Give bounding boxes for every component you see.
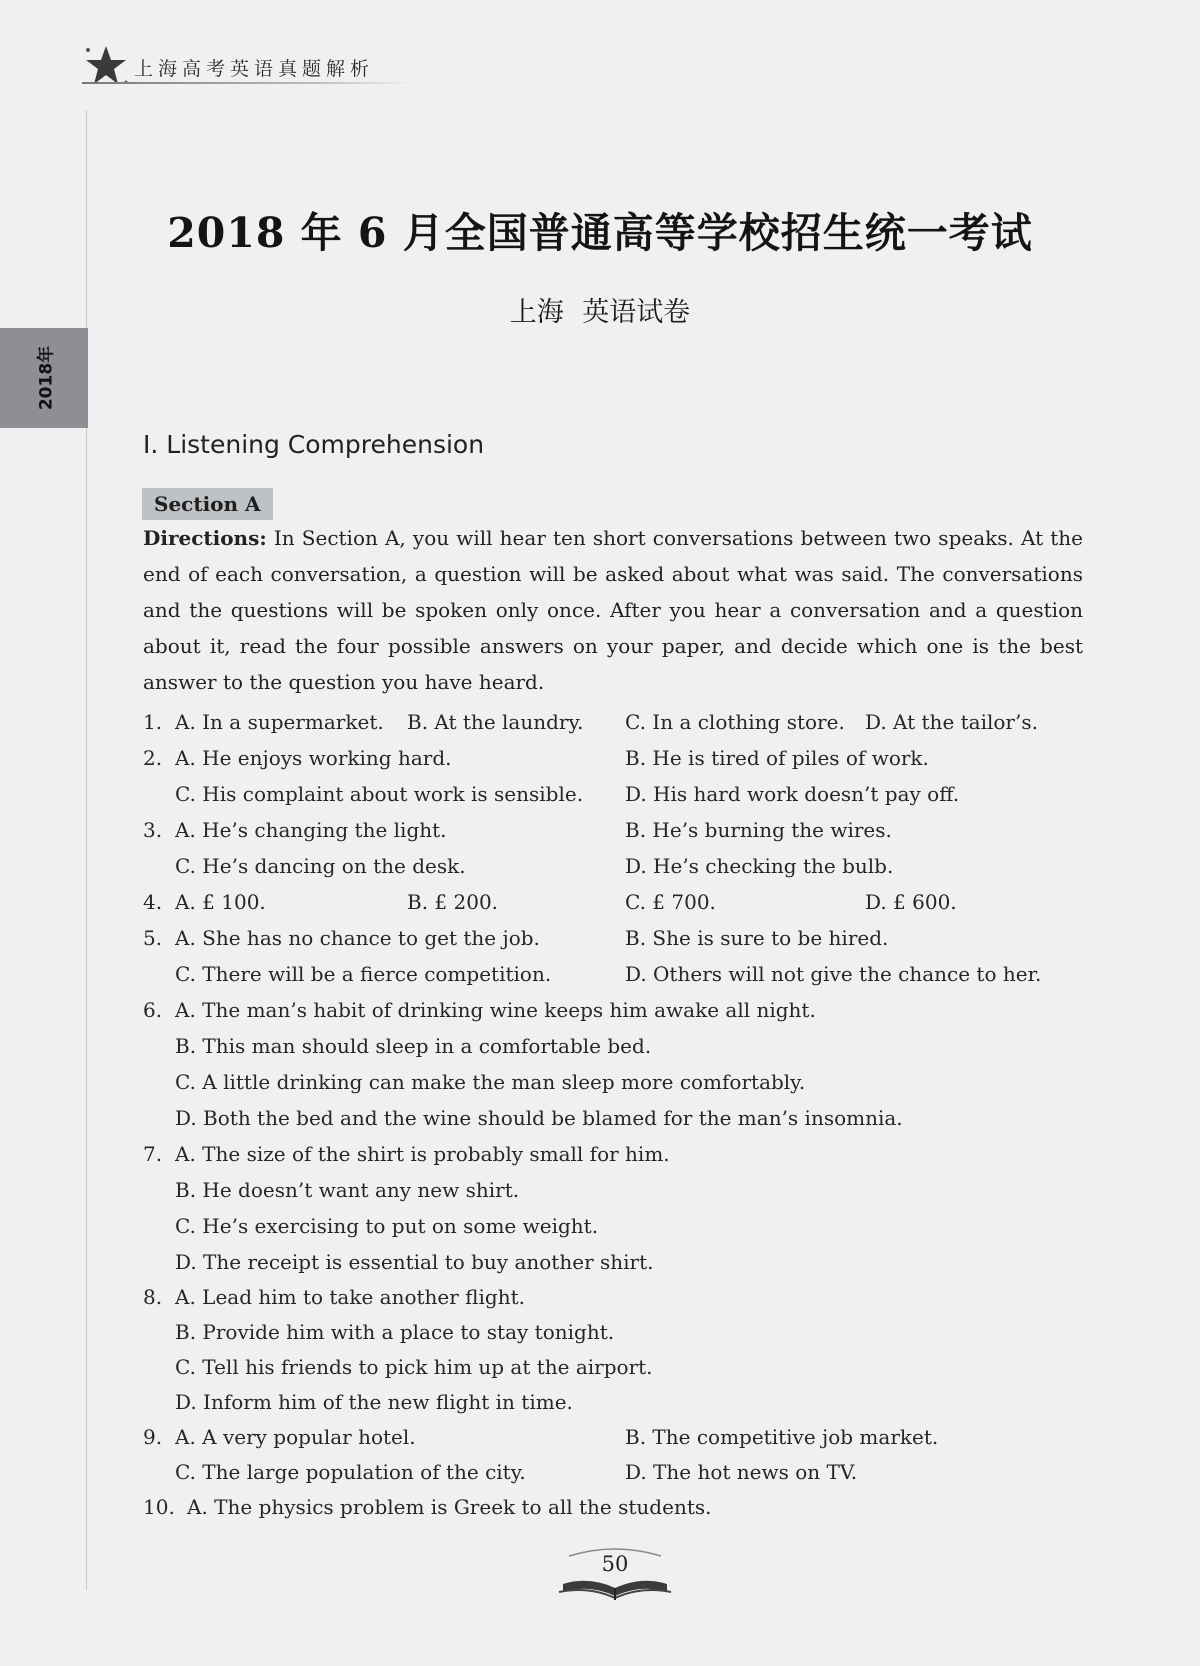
option-b: B. She is sure to be hired. bbox=[625, 926, 889, 950]
question-9 bbox=[143, 1420, 1103, 1455]
part-heading: I. Listening Comprehension bbox=[143, 430, 485, 459]
option-c: C. He’s dancing on the desk. bbox=[175, 854, 466, 878]
question-2-row-2 bbox=[143, 776, 1103, 812]
series-header bbox=[72, 44, 422, 90]
option-b: B. He is tired of piles of work. bbox=[625, 746, 929, 770]
option-c: C. There will be a fierce competition. bbox=[175, 962, 552, 986]
option-d: D. Inform him of the new flight in time. bbox=[175, 1390, 573, 1414]
option-a: A. The size of the shirt is probably small for him. bbox=[175, 1142, 670, 1166]
option-a: A. In a supermarket. bbox=[175, 710, 384, 734]
directions-text: In Section A, you will hear ten short conversations between two speaks. At the end of each conversation, a question will be asked about what was said. The conversations and the questions will be spoken only once. After you hear a conversation and a question about it, read the four possible answers on your paper, and decide which one is the best answer to the question you have heard. bbox=[143, 526, 1083, 694]
option-c: C. His complaint about work is sensible. bbox=[175, 782, 584, 806]
question-7 bbox=[143, 1136, 1103, 1172]
question-number: 3. bbox=[143, 818, 163, 842]
option-b: B. The competitive job market. bbox=[625, 1425, 939, 1449]
option-b: B. He doesn’t want any new shirt. bbox=[175, 1178, 520, 1202]
question-number: 9. bbox=[143, 1425, 163, 1449]
option-a: A. He enjoys working hard. bbox=[175, 746, 452, 770]
option-d: D. He’s checking the bulb. bbox=[625, 854, 894, 878]
question-6-row-2 bbox=[143, 1028, 1103, 1064]
page-footer bbox=[555, 1548, 675, 1604]
option-c: C. A little drinking can make the man sleep more comfortably. bbox=[175, 1070, 806, 1094]
option-a: A. The man’s habit of drinking wine keeps him awake all night. bbox=[175, 998, 816, 1022]
option-d: D. The receipt is essential to buy another shirt. bbox=[175, 1250, 654, 1274]
option-a: A. Lead him to take another flight. bbox=[175, 1285, 525, 1309]
question-number: 6. bbox=[143, 998, 163, 1022]
directions-paragraph bbox=[143, 520, 1083, 700]
question-5 bbox=[143, 920, 1103, 956]
question-list bbox=[143, 704, 1103, 1525]
question-9-row-2 bbox=[143, 1455, 1103, 1490]
question-6-row-4 bbox=[143, 1100, 1103, 1136]
question-number: 4. bbox=[143, 890, 163, 914]
section-label: Section A bbox=[142, 488, 273, 520]
option-c: C. £ 700. bbox=[625, 890, 716, 914]
option-a: A. She has no chance to get the job. bbox=[175, 926, 540, 950]
option-b: B. He’s burning the wires. bbox=[625, 818, 892, 842]
question-8-row-2 bbox=[143, 1315, 1103, 1350]
exam-subtitle: 上海 英语试卷 bbox=[509, 297, 691, 328]
question-number: 7. bbox=[143, 1142, 163, 1166]
question-4 bbox=[143, 884, 1103, 920]
series-title: 上海高考英语真题解析 bbox=[134, 58, 375, 80]
option-d: D. At the tailor’s. bbox=[865, 710, 1038, 734]
year-side-tab-label: 2018年 bbox=[36, 345, 57, 411]
question-6-row-3 bbox=[143, 1064, 1103, 1100]
option-a: A. The physics problem is Greek to all the students. bbox=[187, 1495, 712, 1519]
exam-title: 2018 年 6 月全国普通高等学校招生统一考试 bbox=[167, 209, 1033, 257]
option-d: D. Both the bed and the wine should be blamed for the man’s insomnia. bbox=[175, 1106, 903, 1130]
question-3 bbox=[143, 812, 1103, 848]
option-b: B. Provide him with a place to stay tonight. bbox=[175, 1320, 615, 1344]
question-number: 5. bbox=[143, 926, 163, 950]
question-number: 2. bbox=[143, 746, 163, 770]
question-7-row-3 bbox=[143, 1208, 1103, 1244]
option-d: D. Others will not give the chance to her. bbox=[625, 962, 1042, 986]
header-rule bbox=[82, 82, 412, 84]
option-c: C. The large population of the city. bbox=[175, 1460, 526, 1484]
year-side-tab bbox=[0, 328, 88, 428]
question-number: 1. bbox=[143, 710, 163, 734]
option-b: B. At the laundry. bbox=[407, 710, 584, 734]
option-d: D. The hot news on TV. bbox=[625, 1460, 858, 1484]
question-2 bbox=[143, 740, 1103, 776]
question-1 bbox=[143, 704, 1103, 740]
question-3-row-2 bbox=[143, 848, 1103, 884]
option-b: B. £ 200. bbox=[407, 890, 499, 914]
option-b: B. This man should sleep in a comfortable bed. bbox=[175, 1034, 652, 1058]
option-d: D. His hard work doesn’t pay off. bbox=[625, 782, 960, 806]
question-7-row-2 bbox=[143, 1172, 1103, 1208]
option-c: C. In a clothing store. bbox=[625, 710, 845, 734]
question-number: 10. bbox=[143, 1495, 175, 1519]
question-10 bbox=[143, 1490, 1103, 1525]
question-8 bbox=[143, 1280, 1103, 1315]
question-7-row-4 bbox=[143, 1244, 1103, 1280]
option-c: C. He’s exercising to put on some weight. bbox=[175, 1214, 599, 1238]
question-8-row-3 bbox=[143, 1350, 1103, 1385]
option-a: A. A very popular hotel. bbox=[175, 1425, 416, 1449]
option-d: D. £ 600. bbox=[865, 890, 957, 914]
question-number: 8. bbox=[143, 1285, 163, 1309]
option-c: C. Tell his friends to pick him up at the airport. bbox=[175, 1355, 653, 1379]
page-number: 50 bbox=[601, 1552, 629, 1576]
question-8-row-4 bbox=[143, 1385, 1103, 1420]
option-a: A. He’s changing the light. bbox=[175, 818, 447, 842]
directions-label: Directions: bbox=[143, 526, 267, 550]
question-6 bbox=[143, 992, 1103, 1028]
option-a: A. £ 100. bbox=[175, 890, 266, 914]
question-5-row-2 bbox=[143, 956, 1103, 992]
